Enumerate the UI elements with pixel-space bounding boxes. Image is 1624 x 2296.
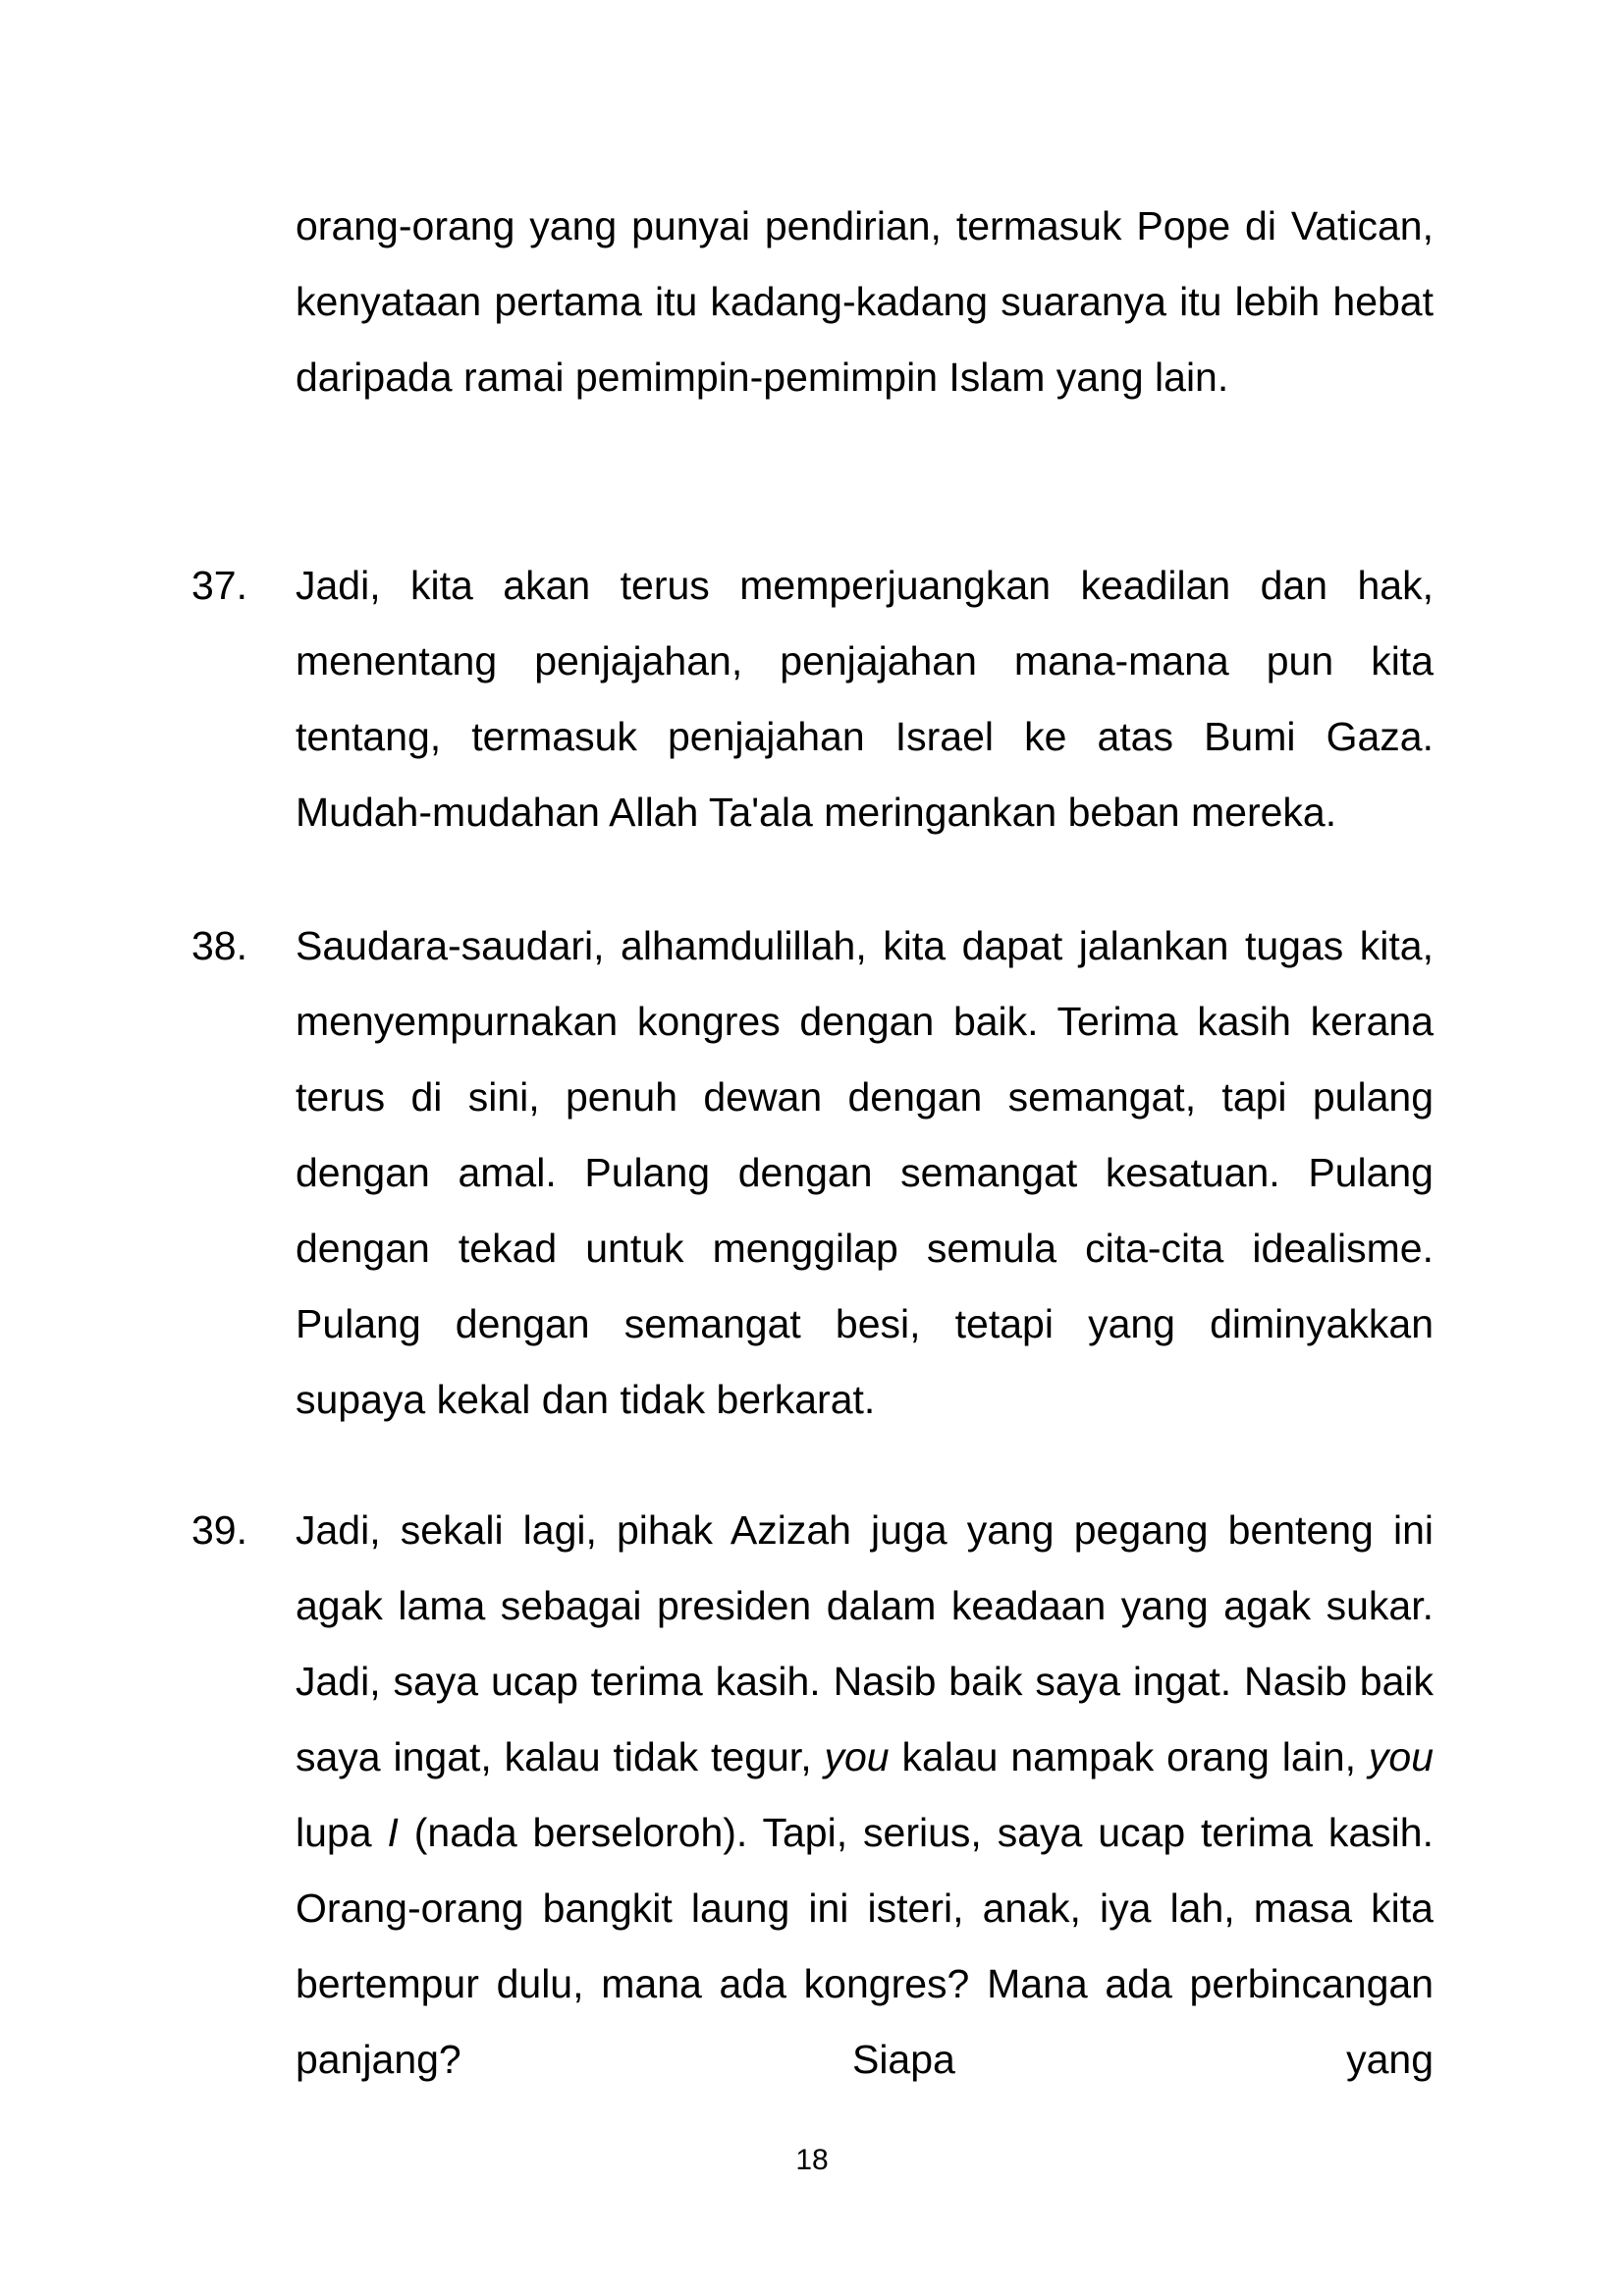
page-number: 18 [795,2144,829,2176]
text-run: (nada berseloroh). Tapi, serius, saya ucap terima kasih. Orang-orang bangkit laung ini isteri, anak, iya lah, masa kita bertempur dulu, mana ada kongres? Mana ada perbincangan panjang? Siapa yang [296,1810,1434,2082]
text-run: Jadi, sekali lagi, pihak Azizah juga yang pegang benteng ini agak lama sebagai presiden dalam keadaan yang agak sukar. Jadi, saya ucap terima kasih. Nasib baik saya ingat. Nasib baik saya ingat, kalau tidak tegur, [296,1507,1434,1779]
paragraph-text: Jadi, kita akan terus memperjuangkan keadilan dan hak, menentang penjajahan, penjajahan mana-mana pun kita tentang, termasuk penjajahan Israel ke atas Bumi Gaza. Mudah-mudahan Allah Ta'ala meringankan beban mereka. [296,563,1434,835]
italic-word: you [1368,1734,1434,1779]
paragraph-number: 38. [191,923,247,968]
text-run: kalau nampak orang lain, [889,1734,1369,1779]
paragraph-text: Saudara-saudari, alhamdulillah, kita dapat jalankan tugas kita, menyempurnakan kongres dengan baik. Terima kasih kerana terus di sini, penuh dewan dengan semangat, tapi pulang dengan amal. Pulang dengan semangat kesatuan. Pulang dengan tekad untuk menggilap semula cita-cita idealisme. Pulang dengan semangat besi, tetapi yang diminyakkan supaya kekal dan tidak berkarat. [296,923,1434,1422]
paragraph-text [296,1493,1434,2098]
text-run: lupa [296,1810,388,1855]
paragraph-number: 39. [191,1507,247,1553]
italic-word: I [387,1810,399,1855]
paragraph-number: 37. [191,563,247,608]
paragraph-text: orang-orang yang punyai pendirian, termasuk Pope di Vatican, kenyataan pertama itu kadang-kadang suaranya itu lebih hebat daripada ramai pemimpin-pemimpin Islam yang lain. [296,203,1434,400]
italic-word: you [824,1734,890,1779]
